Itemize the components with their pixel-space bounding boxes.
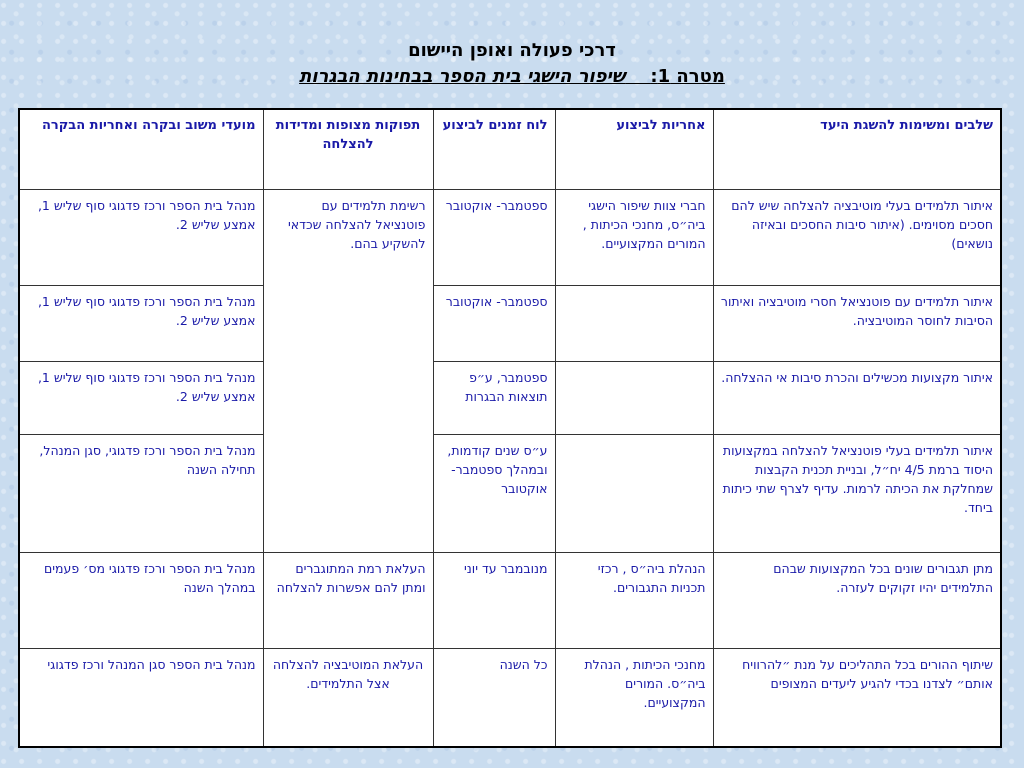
- page-titles: [0, 38, 1024, 90]
- header-timeline: לוח זמנים לביצוע: [433, 109, 555, 189]
- cell-responsibility: חברי צוות שיפור הישגי ביה״ס, מחנכי הכיתות , המורים המקצועיים.: [555, 189, 713, 285]
- cell-control: מנהל בית הספר ורכז פדגוגי סוף שליש 1, אמצע שליש 2.: [19, 189, 263, 285]
- header-steps: שלבים ומשימות להשגת היעד: [713, 109, 1001, 189]
- header-control: מועדי משוב ובקרה ואחריות הבקרה: [19, 109, 263, 189]
- cell-steps: איתור תלמידים בעלי מוטיבציה להצלחה שיש להם חסכים מסוימים. (איתור סיבות החסכים ובאיזה נושאים): [713, 189, 1001, 285]
- cell-outputs: העלאת המוטיבציה להצלחה אצל התלמידים.: [263, 649, 433, 747]
- header-responsibility: אחריות לביצוע: [555, 109, 713, 189]
- table-row: [19, 362, 1001, 434]
- cell-control: מנהל בית הספר ורכז פדגוגי סוף שליש 1, אמצע שליש 2.: [19, 286, 263, 362]
- cell-control: מנהל בית הספר ורכז פדגוגי סוף שליש 1, אמצע שליש 2.: [19, 362, 263, 434]
- table-row: [19, 649, 1001, 747]
- cell-control: מנהל בית הספר ורכז פדגוגי מס׳ פעמים במהלך השנה: [19, 552, 263, 648]
- cell-control: מנהל בית הספר סגן המנהל ורכז פדגוגי: [19, 649, 263, 747]
- table-row: [19, 552, 1001, 648]
- cell-steps: מתן תגבורים שונים בכל המקצועות שבהם התלמידים יהיו זקוקים לעזרה.: [713, 552, 1001, 648]
- cell-control: מנהל בית הספר ורכז פדגוגי, סגן המנהל, תחילה השנה: [19, 434, 263, 552]
- action-plan-table: [18, 108, 1002, 748]
- goal-title: [0, 64, 1024, 90]
- cell-responsibility: מחנכי הכיתות , הנהלת ביה״ס. המורים המקצועיים.: [555, 649, 713, 747]
- cell-steps: שיתוף ההורים בכל התהליכים על מנת ״להרוויח אותם״ לצדנו בכדי להגיע ליעדים המצופים: [713, 649, 1001, 747]
- table-header-row: [19, 109, 1001, 189]
- cell-timeline: ספטמבר- אוקטובר: [433, 286, 555, 362]
- cell-responsibility: הנהלת ביה״ס , רכזי תכניות התגבורים.: [555, 552, 713, 648]
- cell-outputs: העלאת רמת המתוגברים ומתן להם אפשרות להצלחה: [263, 552, 433, 648]
- cell-timeline: ספטמבר, ע״פ תוצאות הבגרות: [433, 362, 555, 434]
- cell-steps: איתור תלמידים בעלי פוטנציאל להצלחה במקצועות היסוד ברמת 4/5 יח״ל, ובניית תכנית הקבצות שמחלקת את הכיתה לרמות. עדיף לצרף שתי כיתות ביחד.: [713, 434, 1001, 552]
- cell-outputs: רשימת תלמידים עם פוטנציאל להצלחה שכדאי להשקיע בהם.: [263, 189, 433, 552]
- goal-text: שיפור הישגי בית הספר בבחינות הבגרות: [299, 66, 626, 87]
- table-row: [19, 434, 1001, 552]
- header-outputs: תפוקות מצופות ומדידות להצלחה: [263, 109, 433, 189]
- table-row: [19, 286, 1001, 362]
- cell-steps: איתור מקצועות מכשילים והכרת סיבות אי ההצלחה.: [713, 362, 1001, 434]
- goal-label: מטרה 1:: [650, 66, 725, 87]
- table-row: [19, 189, 1001, 285]
- cell-timeline: כל השנה: [433, 649, 555, 747]
- cell-timeline: ספטמבר- אוקטובר: [433, 189, 555, 285]
- cell-responsibility-empty: [555, 286, 713, 362]
- cell-steps: איתור תלמידים עם פוטנציאל חסרי מוטיבציה ואיתור הסיבות לחוסר המוטיבציה.: [713, 286, 1001, 362]
- cell-responsibility-empty: [555, 362, 713, 434]
- cell-timeline: ע״ס שנים קודמות, ובמהלך ספטמבר- אוקטובר: [433, 434, 555, 552]
- cell-responsibility-empty: [555, 434, 713, 552]
- page-title: דרכי פעולה ואופן היישום: [408, 40, 616, 61]
- cell-timeline: מנובמבר עד יוני: [433, 552, 555, 648]
